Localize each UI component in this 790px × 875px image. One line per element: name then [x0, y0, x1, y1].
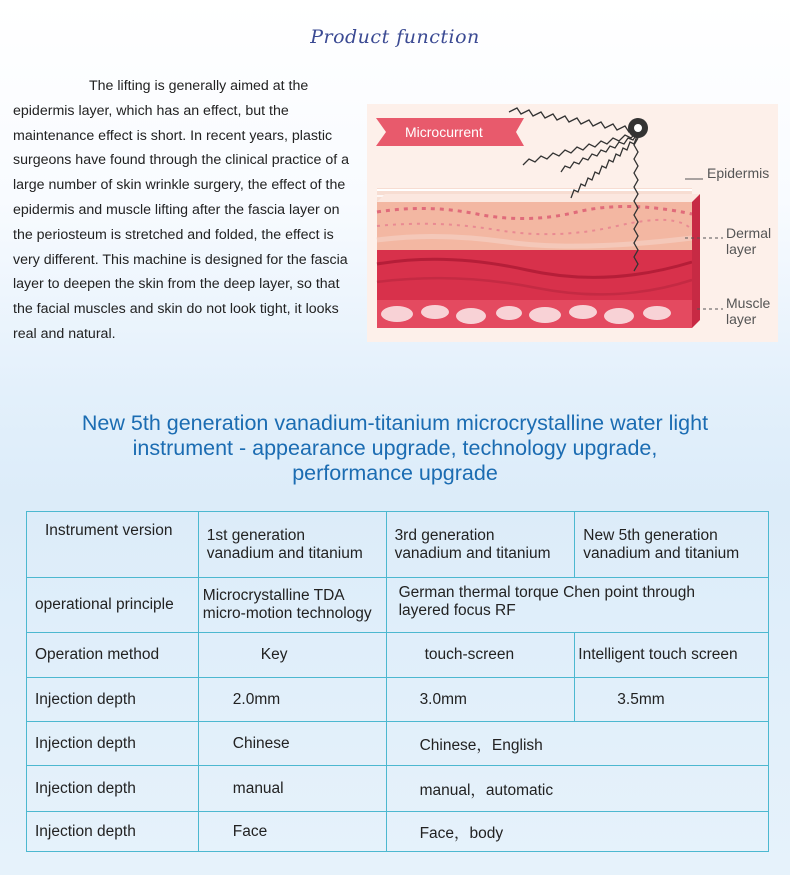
table-cell: Face，body: [386, 812, 768, 852]
section-title-line: instrument - appearance upgrade, technology upgrade,: [132, 436, 658, 460]
label-dermal: Dermal: [726, 225, 772, 241]
intro-paragraph: The lifting is generally aimed at the epidermis layer, which has an effect, but the maintenance effect is short. In recent years, plastic surgeons have found through the clinical practice of a large number of skin wrinkle surgery, the effect of the epidermis and muscle lifting after the fascia layer on the periosteum is stretched and folded, the effect is very different. This machine is designed for the fascia layer to deepen the skin from the deep layer, so that the facial muscles and skin do not look tight, it looks real and natural.: [13, 78, 349, 342]
microcurrent-tag-label: Microcurrent: [405, 124, 483, 140]
row-label: operational principle: [27, 578, 199, 633]
label-epidermis: Epidermis: [707, 165, 770, 181]
cell-line: Microcrystalline TDA: [202, 587, 345, 604]
row-label: Injection depth: [27, 722, 199, 766]
table-cell: [386, 512, 575, 578]
table-row: [27, 722, 769, 766]
table-row: [27, 812, 769, 852]
table-cell: 3.0mm: [386, 678, 575, 722]
table-cell: Chinese: [198, 722, 386, 766]
row-label: Injection depth: [27, 812, 199, 852]
label-dermal-layer: layer: [726, 241, 757, 257]
cell-line: vanadium and titanium: [206, 544, 363, 562]
table-row: [27, 766, 769, 812]
table-cell: Chinese，English: [386, 722, 768, 766]
table-cell: manual: [198, 766, 386, 812]
page-heading: Product function: [310, 26, 480, 48]
section-title-line: performance upgrade: [292, 461, 498, 485]
table-cell: [198, 512, 386, 578]
table-cell: Intelligent touch screen: [575, 633, 769, 678]
table-row: [27, 578, 769, 633]
table-cell: manual，automatic: [386, 766, 768, 812]
table-cell: 2.0mm: [198, 678, 386, 722]
electrode-node: [634, 124, 642, 132]
muscle-band: [377, 250, 692, 300]
row-label: Injection depth: [27, 766, 199, 812]
table-row: [27, 678, 769, 722]
row-label: Injection depth: [27, 678, 199, 722]
table-cell: [198, 578, 386, 633]
label-muscle-layer: layer: [726, 311, 757, 327]
row-label: Operation method: [27, 633, 199, 678]
block-top: [377, 194, 700, 202]
cell-line: 3rd generation: [394, 526, 495, 544]
table-cell: [386, 578, 768, 633]
cell-line: vanadium and titanium: [394, 544, 551, 562]
cell-line: vanadium and titanium: [583, 544, 740, 562]
section-title: [20, 411, 770, 486]
comparison-table: [26, 511, 769, 852]
table-row: [27, 633, 769, 678]
table-cell: Face: [198, 812, 386, 852]
label-muscle: Muscle: [726, 295, 771, 311]
table-cell: touch-screen: [386, 633, 575, 678]
table-cell: [575, 512, 769, 578]
block-side: [692, 194, 700, 328]
cell-line: German thermal torque Chen point through: [398, 584, 695, 601]
microcurrent-tag: [376, 118, 524, 146]
cell-line: 1st generation: [206, 526, 306, 544]
table-row: [27, 512, 769, 578]
table-cell: 3.5mm: [575, 678, 769, 722]
row-label: Instrument version: [27, 512, 199, 578]
cell-line: layered focus RF: [398, 602, 516, 619]
table-cell: Key: [198, 633, 386, 678]
section-title-line: New 5th generation vanadium-titanium microcrystalline water light: [81, 411, 709, 435]
cell-line: micro-motion technology: [202, 605, 372, 622]
cell-line: New 5th generation: [583, 526, 718, 544]
